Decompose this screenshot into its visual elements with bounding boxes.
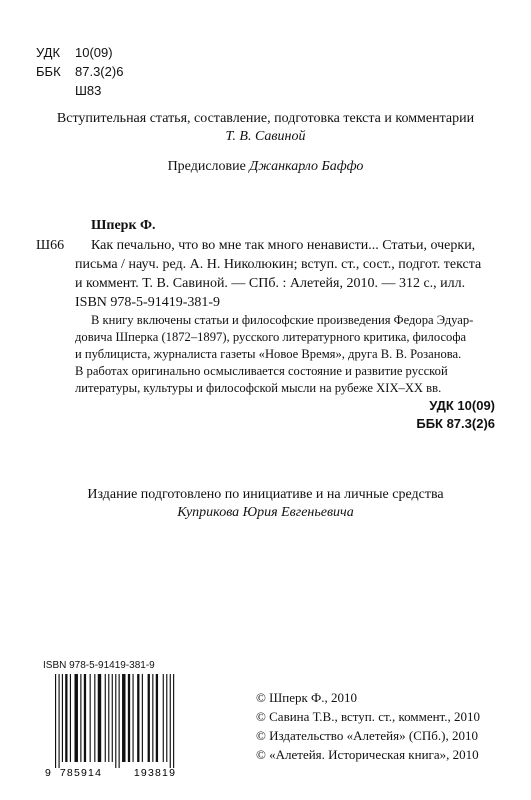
barcode-bar <box>122 674 125 762</box>
barcode-bar <box>94 674 95 762</box>
barcode-bar <box>163 674 164 762</box>
barcode-bar <box>173 674 174 768</box>
barcode-bar <box>115 674 116 768</box>
preface-credit <box>0 158 531 175</box>
annotation-line-4: В работах оригинально осмысливается состояние и развитие русской <box>75 364 448 378</box>
preface-author: Джанкарло Баффо <box>249 159 364 174</box>
barcode-bar <box>133 674 134 762</box>
barcode-bar <box>128 674 130 762</box>
intro-credit-line: Вступительная статья, составление, подготовка текста и комментарии <box>56 111 475 126</box>
barcode <box>43 660 204 780</box>
barcode-bar <box>108 674 109 762</box>
catalog-line-2: письма / науч. ред. А. Н. Николюкин; вступ. ст., сост., подгот. текста <box>75 257 482 272</box>
barcode-bar <box>90 674 91 762</box>
author-mark-top: Ш83 <box>75 83 102 98</box>
barcode-bar <box>62 674 63 762</box>
bbk-value: 87.3(2)6 <box>75 64 124 79</box>
barcode-bar <box>170 674 171 768</box>
barcode-digits-left: 785914 <box>59 767 103 779</box>
barcode-bar <box>80 674 81 762</box>
udk-value: 10(09) <box>75 45 113 60</box>
barcode-digits-right: 193819 <box>133 767 177 779</box>
copyright-line-1: © Шперк Ф., 2010 <box>256 690 358 705</box>
barcode-bar <box>105 674 106 762</box>
catalog-mark: Ш66 <box>36 238 65 253</box>
intro-credit-name: Т. В. Савиной <box>225 129 306 144</box>
barcode-digit-lead: 9 <box>45 767 51 779</box>
barcode-bar <box>112 674 113 762</box>
barcode-bar <box>166 674 167 762</box>
barcode-bar <box>59 674 60 768</box>
copyright-line-3: © Издательство «Алетейя» (СПб.), 2010 <box>256 728 478 743</box>
barcode-bar <box>152 674 153 762</box>
sponsor-line-1: Издание подготовлено по инициативе и на личные средства <box>87 487 444 502</box>
preface-prefix: Предисловие <box>167 159 246 174</box>
barcode-bar <box>84 674 86 762</box>
annotation-line-5: литературы, культуры и философской мысли на рубеже XIX–XX вв. <box>75 381 442 395</box>
udk-label: УДК <box>36 45 61 60</box>
barcode-icon <box>43 674 204 780</box>
catalog-isbn: ISBN 978-5-91419-381-9 <box>75 295 221 310</box>
barcode-bar <box>98 674 101 762</box>
barcode-bar <box>70 674 71 762</box>
bbk-label: ББК <box>36 64 61 79</box>
annotation-line-3: и публициста, журналиста газеты «Новое Время», друга В. В. Розанова. <box>75 347 462 361</box>
barcode-bar <box>55 674 56 768</box>
catalog-line-3: и коммент. Т. В. Савиной. — СПб. : Алетейя, 2010. — 312 с., илл. <box>75 276 466 291</box>
annotation-line-1: В книгу включены статьи и философские произведения Федора Эдуар- <box>91 313 474 327</box>
barcode-bar <box>142 674 143 762</box>
barcode-bar <box>156 674 158 762</box>
catalog-author: Шперк Ф. <box>91 218 156 233</box>
barcode-bar <box>137 674 139 762</box>
catalog-line-1: Как печально, что во мне так много ненависти... Статьи, очерки, <box>91 238 476 253</box>
annotation-line-2: довича Шперка (1872–1897), русского литературного критика, философа <box>75 330 467 344</box>
barcode-bar <box>75 674 78 762</box>
barcode-bar <box>65 674 67 762</box>
copyright-line-2: © Савина Т.В., вступ. ст., коммент., 2010 <box>256 709 481 724</box>
barcode-isbn: ISBN 978-5-91419-381-9 <box>43 660 155 671</box>
udk-final: УДК 10(09) <box>429 398 495 413</box>
barcode-bar <box>148 674 150 762</box>
sponsor-line-2: Куприкова Юрия Евгеньевича <box>177 505 354 520</box>
bbk-final: ББК 87.3(2)6 <box>416 416 495 431</box>
copyright-line-4: © «Алетейя. Историческая книга», 2010 <box>256 747 479 762</box>
barcode-bar <box>119 674 120 768</box>
